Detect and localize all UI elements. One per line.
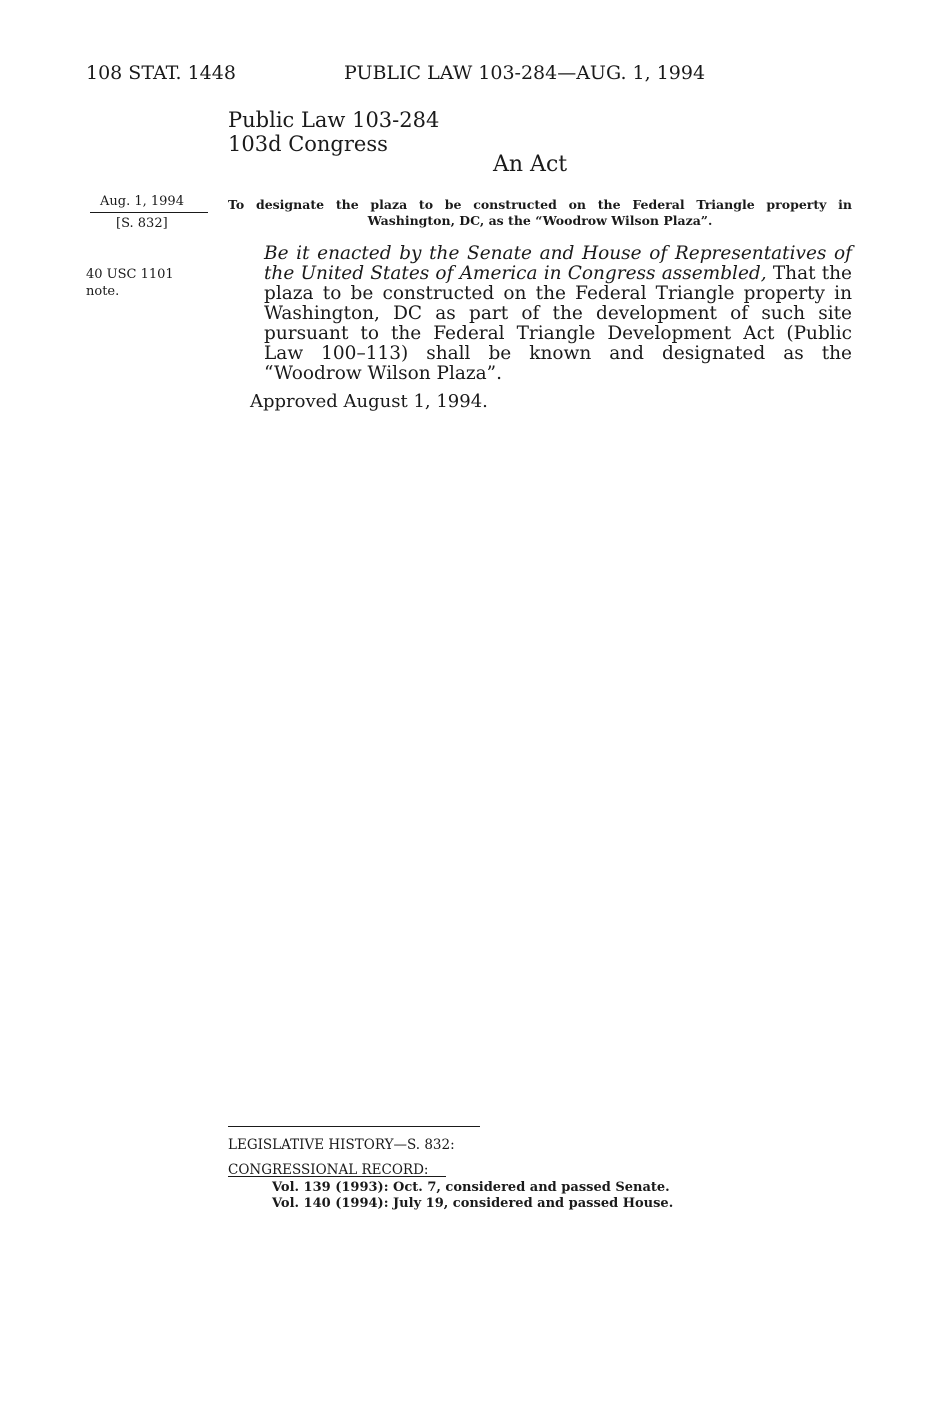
- stat-page-number: 108 STAT. 1448: [86, 62, 236, 84]
- legislative-history-title: LEGISLATIVE HISTORY—S. 832:: [228, 1137, 455, 1153]
- enacting-clause: Be it enacted by the Senate and House of Representatives of the United States of America in Congress assembled,: [264, 243, 852, 284]
- margin-divider: [90, 212, 208, 213]
- footnote-divider: [228, 1126, 480, 1127]
- act-purpose: To designate the plaza to be constructed on the Federal Triangle property in Washington, DC, as the “Woodrow Wilson Plaza”.: [228, 197, 852, 228]
- enactment-text: That the plaza to be constructed on the Federal Triangle property in Washington, DC as part of the development of such site pursuant to the Federal Triangle Development Act (Public Law 100–113) shall be known and designated as the “Woodrow Wilson Plaza”.: [264, 263, 853, 384]
- record-entry: Vol. 140 (1994): July 19, considered and passed House.: [272, 1196, 674, 1211]
- margin-date: Aug. 1, 1994: [100, 194, 184, 209]
- margin-bill-number: [S. 832]: [116, 216, 168, 231]
- congressional-record-underline: [228, 1176, 446, 1177]
- margin-usc-note: [86, 266, 174, 300]
- usc-note: note.: [86, 284, 120, 299]
- usc-citation: 40 USC 1101: [86, 267, 174, 282]
- law-title-block: [228, 108, 439, 156]
- law-number: Public Law 103-284: [228, 108, 440, 132]
- congressional-record-title: CONGRESSIONAL RECORD:: [228, 1162, 429, 1178]
- act-heading: An Act: [493, 152, 568, 177]
- record-entry: Vol. 139 (1993): Oct. 7, considered and passed Senate.: [272, 1180, 670, 1195]
- running-head: PUBLIC LAW 103-284—AUG. 1, 1994: [344, 62, 706, 84]
- enactment-paragraph: [228, 244, 852, 384]
- congress-number: 103d Congress: [228, 132, 388, 156]
- approval-date: Approved August 1, 1994.: [250, 391, 488, 412]
